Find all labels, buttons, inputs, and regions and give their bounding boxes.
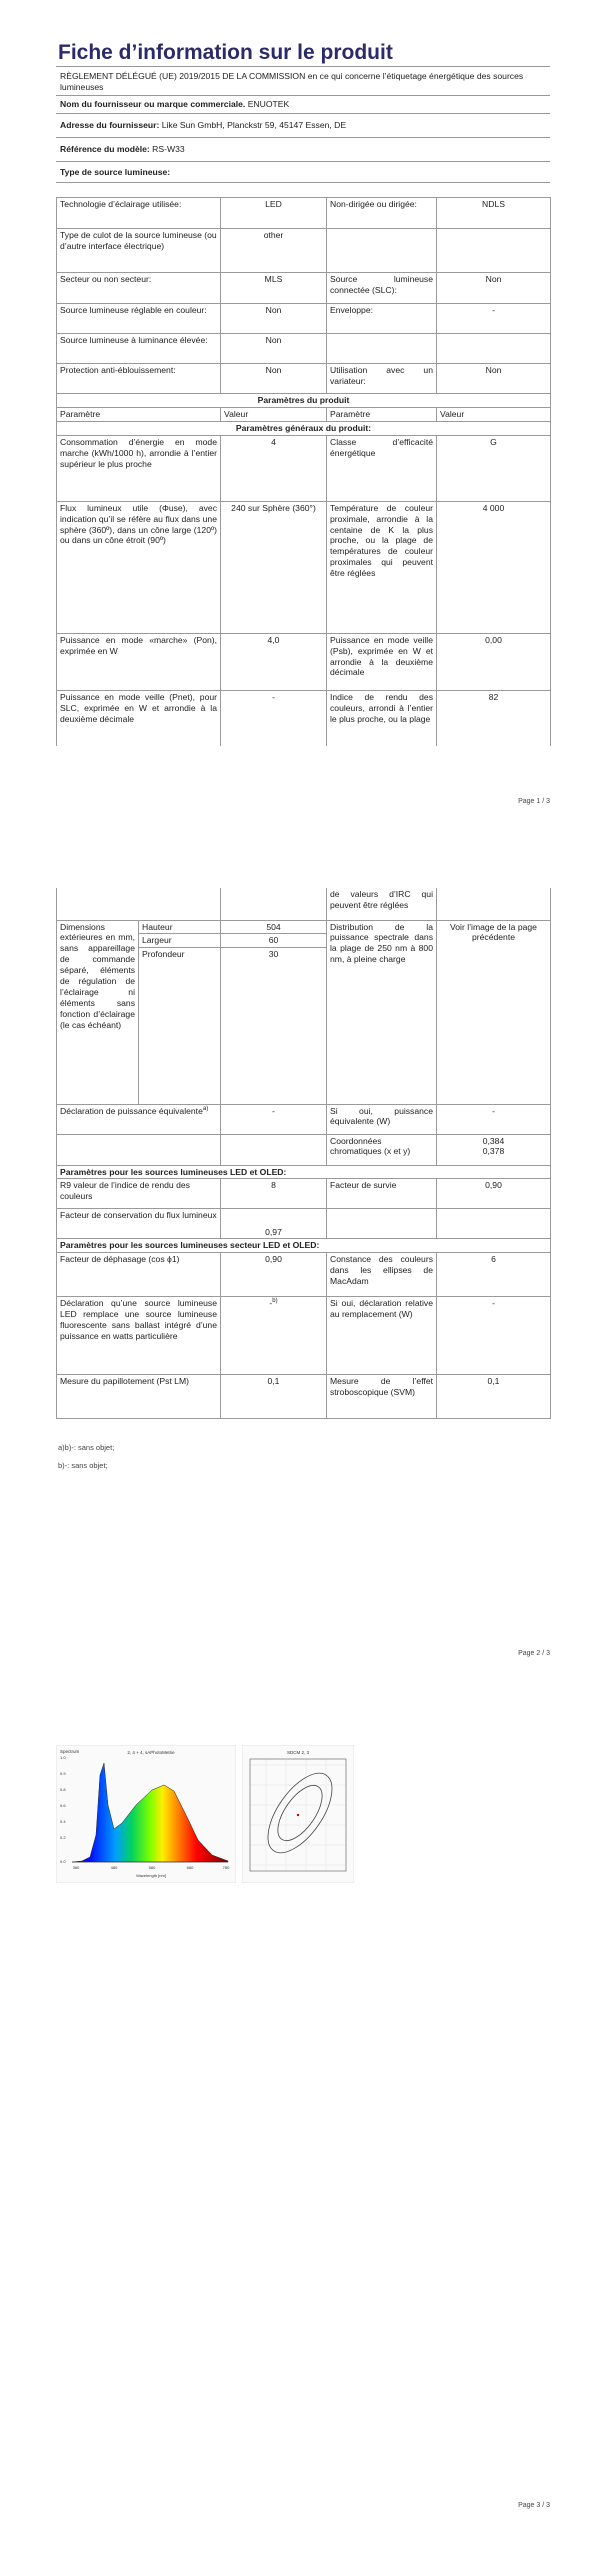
anti-glare-value: Non: [221, 364, 327, 394]
directional-label: Non-dirigée ou dirigée:: [327, 198, 437, 229]
table-row: [57, 229, 551, 273]
r9-label: R9 valeur de l’indice de rendu des couleurs: [57, 1179, 221, 1209]
product-params-heading: Paramètres du produit: [57, 394, 551, 408]
page-number: Page 2 / 3: [518, 1650, 550, 1657]
chromaticity-x: 0,384: [482, 1135, 505, 1146]
supplier-address-line: [56, 114, 550, 138]
general-params-heading: Paramètres généraux du produit:: [57, 421, 551, 435]
efficiency-class-value: G: [437, 435, 551, 501]
type-table: [56, 197, 551, 746]
y-tick: 0.6: [60, 1803, 66, 1808]
colour-tunable-value: Non: [221, 304, 327, 334]
table-row: [57, 435, 551, 501]
dimmable-label: Utilisation avec un variateur:: [327, 364, 437, 394]
stroboscopic-value: 0,1: [437, 1375, 551, 1419]
networked-standby-value: -: [221, 690, 327, 746]
table-row: [57, 1253, 551, 1297]
empty-cell: [57, 888, 221, 920]
table-row: [57, 690, 551, 746]
flicker-value: 0,1: [221, 1375, 327, 1419]
cri-label: Indice de rendu des couleurs, arrondi à l’entier le plus proche, ou la plage: [327, 690, 437, 746]
dimensions-label: Dimensions extérieures en mm, sans appareillage de commande séparé, éléments de régulation de l’éclairage ni éléments sans fonction d’éclairage (le cas échéant): [57, 920, 139, 1104]
mains-value: MLS: [221, 273, 327, 304]
empty-cell: [437, 888, 551, 920]
useful-flux-value: 240 sur Sphère (360°): [221, 501, 327, 633]
depth-value: 30: [268, 949, 279, 960]
supplier-address-value: Like Sun GmbH, Planckstr 59, 45147 Essen, DE: [161, 120, 347, 131]
y-tick: 1.0: [60, 1755, 66, 1760]
tech-label: Technologie d’éclairage utilisée:: [57, 198, 221, 229]
regulation-line: RÈGLEMENT DÉLÉGUÉ (UE) 2019/2015 DE LA COMMISSION en ce qui concerne l’étiquetage énergétique des sources lumineuses: [56, 67, 550, 96]
equivalent-watt-label: Si oui, puissance équivalente (W): [327, 1104, 437, 1134]
connected-value: Non: [437, 273, 551, 304]
tech-value: LED: [221, 198, 327, 229]
on-mode-power-value: 4,0: [221, 633, 327, 690]
supplier-name-label: Nom du fournisseur ou marque commerciale.: [60, 99, 246, 110]
replacement-dash: -: [269, 1298, 273, 1309]
depth-label: Profondeur: [142, 949, 185, 960]
lumen-maintenance-value: 0,97: [221, 1209, 327, 1239]
cct-label: Température de couleur proximale, arrondie à la centaine de K la plus proche, ou la plage de températures de couleur proximales qui peuvent être réglées: [327, 501, 437, 633]
lumen-maintenance-label: Facteur de conservation du flux lumineux: [57, 1209, 221, 1239]
ellipse-title: SDCM 2, 3: [286, 1750, 310, 1755]
table-row: [57, 364, 551, 394]
table-row: [57, 394, 551, 408]
empty-cell: [437, 229, 551, 273]
table-row: [57, 633, 551, 690]
supplier-name-value: ENUOTEK: [247, 99, 290, 110]
x-tick: 380: [72, 1865, 80, 1870]
table-row: [57, 273, 551, 304]
cri-value: 82: [437, 690, 551, 746]
table-row: [57, 304, 551, 334]
dimension-values: [221, 920, 327, 1104]
light-source-type-heading: Type de source lumineuse:: [56, 162, 550, 184]
empty-cell: [327, 334, 437, 364]
y-tick: 0.9: [60, 1771, 66, 1776]
envelope-label: Enveloppe:: [327, 304, 437, 334]
x-tick: 580: [148, 1865, 156, 1870]
networked-standby-label: Puissance en mode veille (Pnet), pour SLC, exprimée en W et arrondie à la deuxième décimale: [57, 690, 221, 746]
y-tick: 0.4: [60, 1819, 66, 1824]
table-row: [57, 888, 551, 920]
footnote-b: b)-: sans objet;: [58, 1461, 108, 1470]
cri-label-continued: de valeurs d’IRC qui peuvent être réglées: [327, 888, 437, 920]
height-label: Hauteur: [139, 921, 220, 935]
energy-consumption-value: 4: [221, 435, 327, 501]
table-row: [57, 920, 551, 1104]
empty-cell: [437, 1209, 551, 1239]
empty-cell: [327, 229, 437, 273]
chromaticity-values: [437, 1134, 551, 1165]
table-row: [57, 1134, 551, 1165]
anti-glare-label: Protection anti-éblouissement:: [57, 364, 221, 394]
cct-value: 4 000: [437, 501, 551, 633]
standby-power-label: Puissance en mode veille (Psb), exprimée en W et arrondie à la deuxième décimale: [327, 633, 437, 690]
table-row: [57, 198, 551, 229]
empty-cell: [327, 1209, 437, 1239]
column-header-param-2: Paramètre: [327, 407, 437, 421]
stroboscopic-label: Mesure de l’effet stroboscopique (SVM): [327, 1375, 437, 1419]
table-row: [57, 1165, 551, 1179]
table-row: [57, 1375, 551, 1419]
replacement-value: [221, 1297, 327, 1375]
table-row: [57, 407, 551, 421]
column-header-value: Valeur: [221, 407, 327, 421]
mains-label: Secteur ou non secteur:: [57, 273, 221, 304]
y-tick: 0.8: [60, 1787, 66, 1792]
table-row: [57, 1179, 551, 1209]
envelope-value: -: [437, 304, 551, 334]
width-label: Largeur: [139, 934, 220, 948]
cap-type-label: Type de culot de la source lumineuse (ou d’autre interface électrique): [57, 229, 221, 273]
on-mode-power-label: Puissance en mode «marche» (Pon), exprimée en W: [57, 633, 221, 690]
empty-cell: [221, 1134, 327, 1165]
spectral-distribution-label: Distribution de la puissance spectrale dans la plage de 250 nm à 800 nm, à pleine charge: [327, 920, 437, 1104]
r9-value: 8: [221, 1179, 327, 1209]
spectrum-ylabel: Spectrum: [60, 1749, 80, 1754]
empty-cell: [437, 334, 551, 364]
supplier-name-line: [56, 96, 550, 114]
macadam-label: Constance des couleurs dans les ellipses de MacAdam: [327, 1253, 437, 1297]
high-luminance-label: Source lumineuse à luminance élevée:: [57, 334, 221, 364]
equivalent-power-label: [57, 1104, 221, 1134]
equivalent-power-value: -: [221, 1104, 327, 1134]
power-factor-value: 0,90: [221, 1253, 327, 1297]
survival-factor-value: 0,90: [437, 1179, 551, 1209]
table-row: [57, 501, 551, 633]
column-header-value-2: Valeur: [437, 407, 551, 421]
standby-power-value: 0,00: [437, 633, 551, 690]
footnote-a: a)b)-: sans objet;: [58, 1443, 115, 1452]
dimmable-value: Non: [437, 364, 551, 394]
spectral-distribution-value: Voir l’image de la page précédente: [437, 920, 551, 1104]
x-tick: 480: [110, 1865, 118, 1870]
colour-tunable-label: Source lumineuse réglable en couleur:: [57, 304, 221, 334]
replacement-watt-label: Si oui, déclaration relative au remplacement (W): [327, 1297, 437, 1375]
table-row: [57, 1104, 551, 1134]
high-luminance-value: Non: [221, 334, 327, 364]
cap-type-value: other: [221, 229, 327, 273]
table-row: [57, 1297, 551, 1375]
spectrum-chart: [56, 1745, 236, 1883]
connected-label: Source lumineuse connectée (SLC):: [327, 273, 437, 304]
height-value: 504: [221, 921, 326, 935]
supplier-address-label: Adresse du fournisseur:: [60, 120, 160, 131]
chromaticity-label: Coordonnées chromatiques (x et y): [327, 1134, 437, 1165]
useful-flux-label: Flux lumineux utile (Φuse), avec indication qu’il se réfère au flux dans une sphère (360º), dans un cône large (120º) ou dans un cône étroit (90º): [57, 501, 221, 633]
replacement-label: Déclaration qu’une source lumineuse LED remplace une source lumineuse fluorescente sans ballast intégré d’une puissance en watts particulière: [57, 1297, 221, 1375]
params-table-continued: [56, 888, 551, 1419]
model-line: [56, 138, 550, 162]
equivalent-power-text: Déclaration de puissance équivalente: [60, 1105, 203, 1116]
y-tick: 0.0: [60, 1859, 66, 1864]
mains-led-params-heading: Paramètres pour les sources lumineuses secteur LED et OLED:: [57, 1239, 551, 1253]
header-info: [56, 66, 550, 183]
footnote-ref: b): [272, 1298, 278, 1305]
survival-factor-label: Facteur de survie: [327, 1179, 437, 1209]
table-row: [57, 334, 551, 364]
chromaticity-y: 0,378: [482, 1146, 505, 1157]
efficiency-class-label: Classe d’efficacité énergétique: [327, 435, 437, 501]
spectrum-xlabel: Wavelength [nm]: [136, 1873, 166, 1878]
column-header-param: Paramètre: [57, 407, 221, 421]
y-tick: 0.2: [60, 1835, 66, 1840]
model-value: RS-W33: [152, 143, 185, 154]
replacement-watt-value: -: [437, 1297, 551, 1375]
page-title: Fiche d’information sur le produit: [58, 41, 393, 64]
width-value: 60: [221, 934, 326, 948]
table-row: [57, 1209, 551, 1239]
page-number: Page 1 / 3: [518, 798, 550, 805]
energy-consumption-label: Consommation d’énergie en mode marche (kWh/1000 h), arrondie à l’entier supérieur le plus proche: [57, 435, 221, 501]
x-tick: 680: [186, 1865, 194, 1870]
led-params-heading: Paramètres pour les sources lumineuses LED et OLED:: [57, 1165, 551, 1179]
spectrum-title: 2, 4 + 4, sAPhotoMetrie: [127, 1750, 175, 1755]
macadam-ellipse-chart: [242, 1745, 354, 1883]
power-factor-label: Facteur de déphasage (cos ϕ1): [57, 1253, 221, 1297]
model-label: Référence du modèle:: [60, 143, 150, 154]
empty-cell: [221, 888, 327, 920]
table-row: [57, 421, 551, 435]
macadam-value: 6: [437, 1253, 551, 1297]
equivalent-watt-value: -: [437, 1104, 551, 1134]
measured-point: [297, 1814, 299, 1816]
x-tick: 780: [222, 1865, 230, 1870]
page-number: Page 3 / 3: [518, 2502, 550, 2509]
table-row: [57, 1239, 551, 1253]
empty-cell: [57, 1134, 221, 1165]
directional-value: NDLS: [437, 198, 551, 229]
flicker-label: Mesure du papillotement (Pst LM): [57, 1375, 221, 1419]
footnote-ref: a): [202, 1105, 209, 1112]
dimension-names: [139, 920, 221, 1104]
